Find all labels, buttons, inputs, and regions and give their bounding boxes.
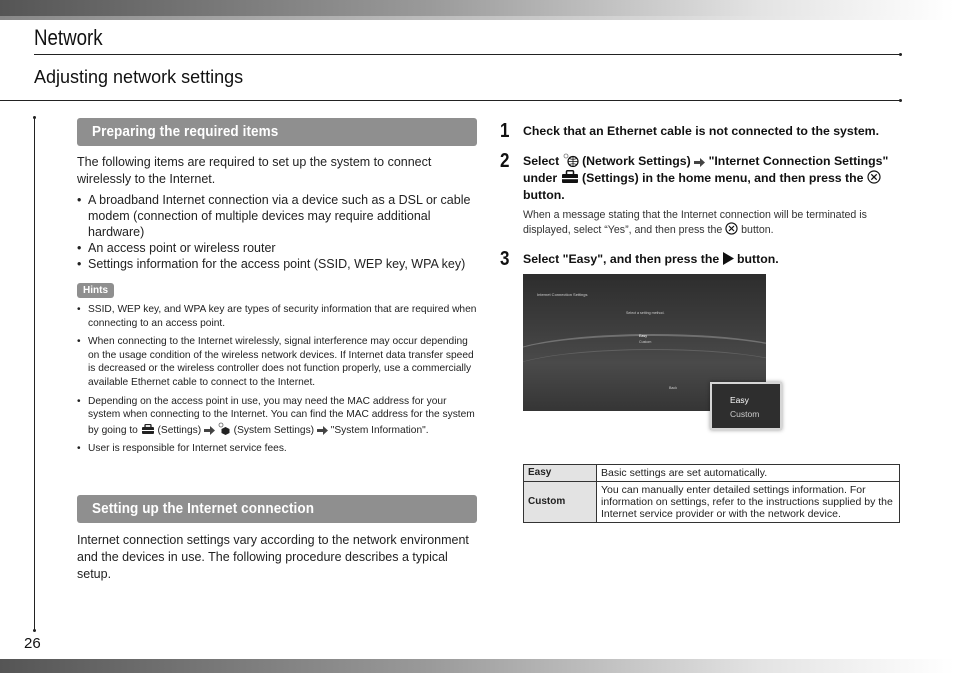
hint-text: "System Information". — [330, 424, 429, 436]
step-number: 1 — [500, 120, 510, 142]
screen-option-custom: Custom — [639, 340, 652, 344]
bottom-decorative-bar — [0, 659, 954, 673]
step-text-part: Select "Easy", and then press the — [523, 252, 720, 266]
left-column — [77, 118, 477, 581]
page-subtitle: Adjusting network settings — [34, 67, 244, 87]
step-text-part: Select — [523, 154, 560, 168]
right-column — [500, 118, 900, 520]
step-number: 2 — [500, 150, 510, 172]
section-heading-label: Preparing the required items — [92, 123, 279, 140]
table-key: Custom — [524, 482, 597, 523]
table-value: You can manually enter detailed settings information. For information on settings, refer to the instructions supplied by the Internet service provider or with the network device. — [597, 482, 900, 523]
step-2 — [500, 150, 900, 237]
required-items-intro: The following items are required to set up the system to connect wirelessly to the Internet. — [77, 155, 432, 186]
screen-option-easy: Easy — [639, 334, 647, 338]
hint-item: • SSID, WEP key, and WPA key are types of security information that are required when connecting to an access point. — [77, 303, 477, 330]
list-item: • Settings information for the access point (SSID, WEP key, WPA key) — [77, 256, 477, 272]
step-text-part: (Settings) in the home menu, and then press the — [582, 171, 864, 185]
step-text-part: (Network Settings) — [582, 154, 691, 168]
hints-list — [77, 303, 477, 456]
step-text-part: button. — [737, 252, 779, 266]
section-heading-required-items — [77, 118, 477, 146]
cross-button-icon — [725, 222, 738, 235]
table-row — [524, 482, 900, 523]
screen-title: Internet Connection Settings — [537, 292, 588, 297]
internet-setup-text: Internet connection settings vary according to the network environment and the devices in use. The following procedure describes a typical setup. — [77, 533, 469, 581]
internet-setup-section — [77, 495, 477, 583]
step-text-part: button. — [523, 188, 565, 202]
play-right-icon — [723, 252, 734, 265]
zoomed-menu-callout — [710, 382, 782, 430]
zoom-option-easy: Easy — [730, 395, 749, 405]
table-row — [524, 465, 900, 482]
zoom-option-custom: Custom — [730, 409, 760, 419]
step-3 — [500, 248, 900, 270]
settings-toolbox-icon — [561, 170, 579, 184]
step-note — [523, 208, 900, 237]
hint-item: • When connecting to the Internet wirelessly, signal interference may occur depending on the usage condition of the wireless network devices. If Internet data transfer speed is decreased or the wireless controller does not function properly, use a commercially available Ethernet cable to connect to the Internet. — [77, 335, 477, 389]
margin-line — [34, 118, 35, 630]
system-settings-icon — [218, 422, 231, 435]
section-heading-label: Setting up the Internet connection — [92, 500, 315, 517]
screen-prompt: Select a setting method. — [626, 311, 665, 315]
hint-text: (Settings) — [157, 424, 202, 436]
list-item: • A broadband Internet connection via a device such as a DSL or cable modem (connection of multiple devices may require additional hardware) — [77, 192, 477, 240]
hint-item — [77, 395, 477, 438]
list-item: • An access point or wireless router — [77, 240, 477, 256]
arrow-right-icon — [694, 158, 705, 167]
page-title: Network — [34, 25, 103, 50]
hint-item: • User is responsible for Internet service fees. — [77, 442, 477, 456]
step-number: 3 — [500, 248, 510, 270]
arrow-right-icon — [317, 426, 328, 435]
step-text — [523, 153, 900, 204]
settings-options-table — [523, 464, 900, 523]
title-rule — [34, 54, 900, 55]
top-decorative-bar — [0, 0, 954, 20]
step-note-part: When a message stating that the Internet connection will be terminated is displayed, select “Yes”, and then press the — [523, 209, 867, 236]
subtitle-rule — [0, 100, 900, 101]
step-text-part: "Internet Connection Settings" under — [523, 154, 889, 185]
cross-button-icon — [867, 170, 881, 184]
required-items-list — [77, 192, 477, 272]
screen-back: Back — [669, 386, 677, 390]
table-key: Easy — [524, 465, 597, 482]
hints-badge: Hints — [77, 283, 114, 298]
table-value: Basic settings are set automatically. — [597, 465, 900, 482]
network-settings-globe-icon — [563, 153, 579, 167]
settings-toolbox-icon — [141, 424, 155, 435]
step-1 — [500, 120, 900, 142]
step-note-part: button. — [741, 224, 774, 236]
step-text: Check that an Ethernet cable is not connected to the system. — [523, 124, 880, 138]
page-number: 26 — [24, 635, 41, 652]
step-text — [523, 251, 900, 268]
arrow-right-icon — [204, 426, 215, 435]
hint-text: (System Settings) — [233, 424, 315, 436]
section-heading-internet-connection — [77, 495, 477, 523]
hint-text: Depending on the access point in use, you may need the MAC address for your system when connecting to the Internet. You can find the MAC address for the system by going to — [88, 395, 475, 436]
